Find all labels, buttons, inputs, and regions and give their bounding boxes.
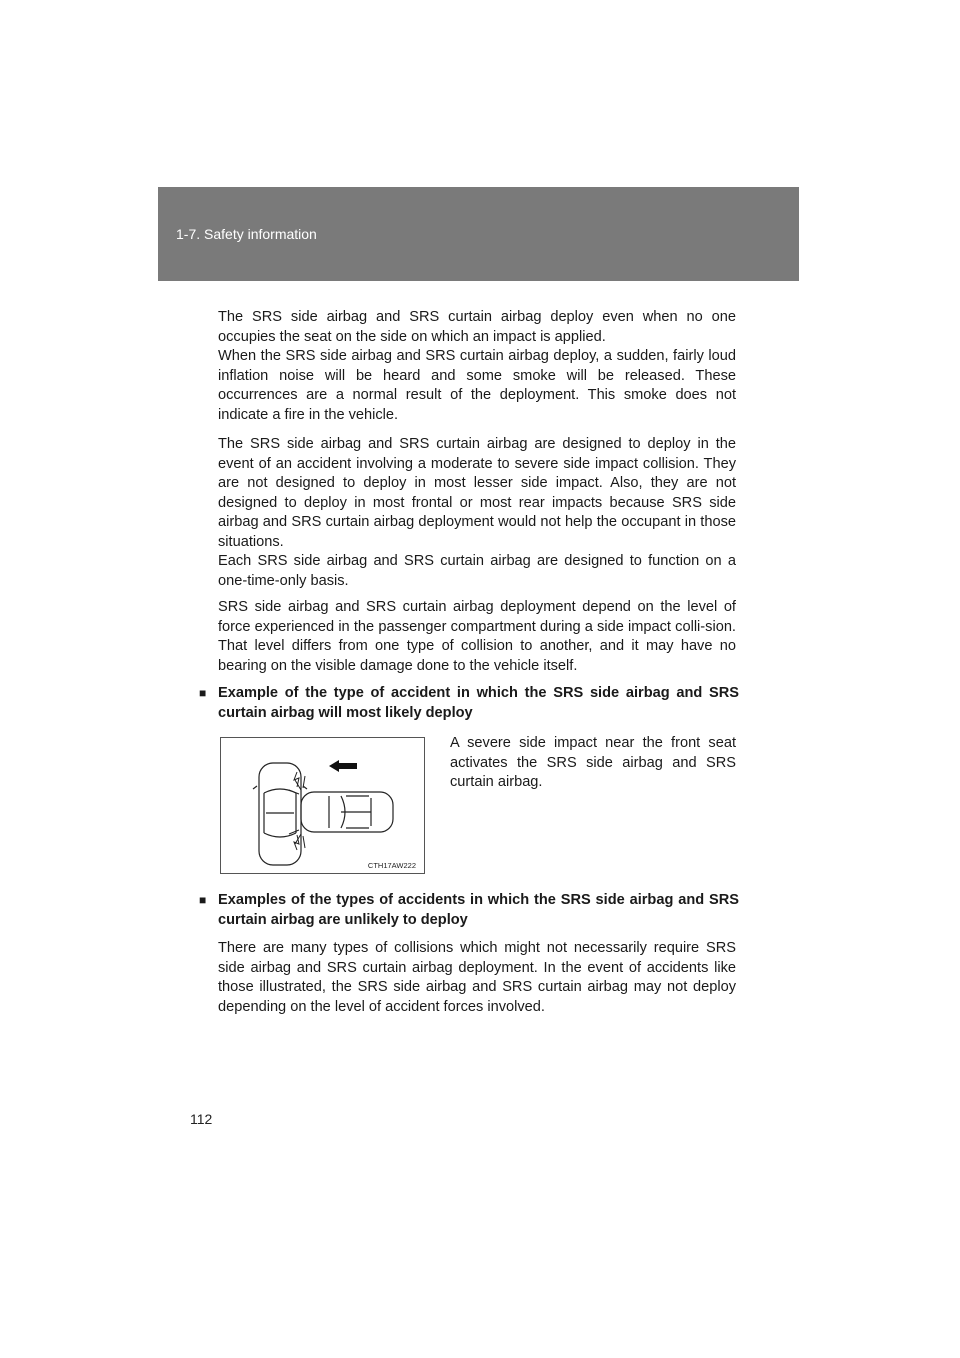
side-impact-illustration — [220, 737, 425, 874]
paragraph-one-time-only: Each SRS side airbag and SRS curtain airbag are designed to function on a one-time-only basis. — [218, 553, 736, 589]
figure-caption: A severe side impact near the front seat activates the SRS side airbag and SRS curtain airbag. — [450, 735, 736, 790]
section-title: 1-7. Safety information — [176, 226, 317, 242]
paragraph-may-not-deploy: There are many types of collisions which might not necessarily require SRS side airbag and SRS curtain airbag deployment. In the event of accidents like those illustrated, the SRS side airbag and SRS curtain airbag may not deploy depending on the level of accident forces involved. — [218, 940, 736, 1015]
side-impact-cars-icon — [221, 738, 424, 873]
heading-likely-deploy-text: Example of the type of accident in which the SRS side airbag and SRS curtain airbag will most likely deploy — [218, 685, 739, 721]
heading-unlikely-deploy — [199, 891, 739, 930]
square-bullet-icon: ■ — [199, 686, 207, 700]
section-header-bar — [158, 187, 799, 281]
paragraph-deploy-unoccupied: The SRS side airbag and SRS curtain airbag deploy even when no one occupies the seat on the side on which an impact is applied. — [218, 309, 736, 345]
heading-unlikely-deploy-text: Examples of the types of accidents in which the SRS side airbag and SRS curtain airbag are unlikely to deploy — [218, 892, 739, 928]
paragraph-inflation-noise: When the SRS side airbag and SRS curtain airbag deploy, a sudden, fairly loud inflation noise will be heard and some smoke will be released. These occurrences are a normal result of the deployment. This smoke does not indicate a fire in the vehicle. — [218, 348, 736, 423]
heading-likely-deploy — [199, 684, 739, 723]
square-bullet-icon: ■ — [199, 893, 207, 907]
page-number: 112 — [190, 1111, 213, 1127]
figure-code: CTH17AW222 — [367, 861, 416, 870]
paragraph-designed-to-deploy: The SRS side airbag and SRS curtain airbag are designed to deploy in the event of an accident involving a moderate to severe side impact collision. They are not designed to deploy in most lesser side impact. Also, they are not designed to deploy in most frontal or most rear impacts because SRS side airbag and SRS curtain airbag deployment would not help the occupant in those situations. — [218, 436, 736, 550]
paragraph-deployment-force: SRS side airbag and SRS curtain airbag deployment depend on the level of force experienced in the passenger compartment during a side impact colli-sion. That level differs from one type of collision to another, and it may have no bearing on the visible damage done to the vehicle itself. — [218, 599, 736, 674]
